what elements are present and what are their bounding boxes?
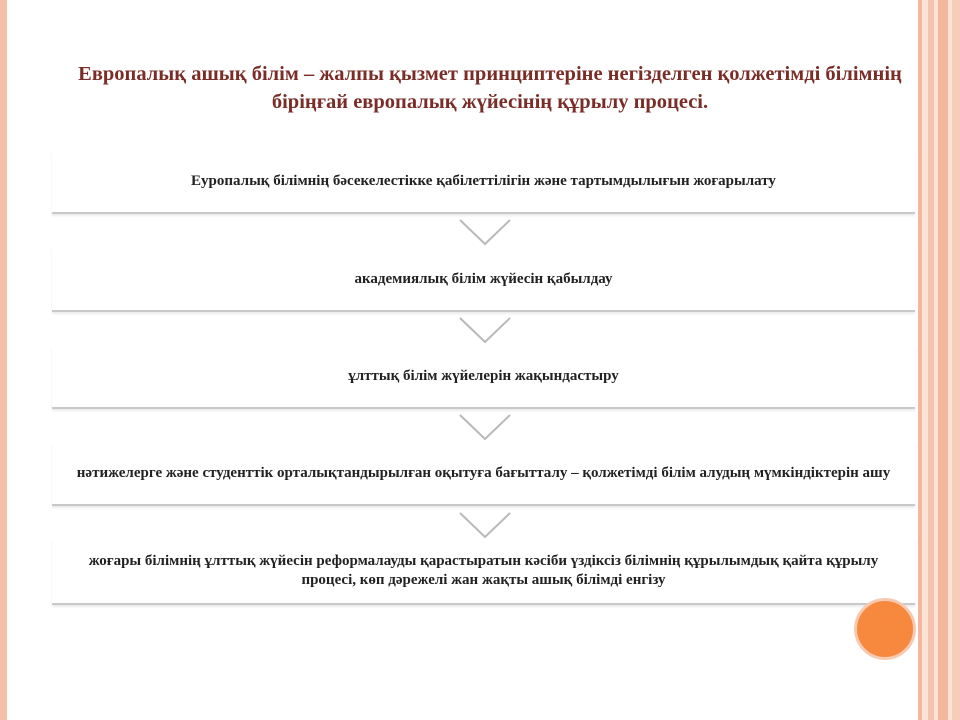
process-step-4 <box>52 442 915 506</box>
process-step-1 <box>52 150 915 214</box>
process-step-text: нәтижелерге және студенттік орталықтандырылған оқытуға бағытталу – қолжетімді білім алудың мүмкіндіктерін ашу <box>76 464 891 481</box>
process-step-3 <box>52 345 915 409</box>
chevron-down-icon <box>458 509 512 539</box>
decoration-stripe <box>938 0 948 720</box>
decorative-circle <box>854 598 916 660</box>
chevron-down-icon <box>458 411 512 441</box>
process-step-text: жоғары білімнің ұлттық жүйесін реформалауды қарастыратын кәсіби үздіксіз білімнің құрылымдық қайта құрылу процесі, көп дәрежелі жан жақты ашық білімді енгізу <box>88 553 879 588</box>
decoration-stripe <box>928 0 934 720</box>
decoration-stripe <box>952 0 960 720</box>
slide-right-decoration <box>918 0 960 720</box>
process-step-2 <box>52 248 915 312</box>
process-step-5 <box>52 539 915 605</box>
process-step-text: академиялық білім жүйесін қабылдау <box>354 270 613 287</box>
process-step-text: Еуропалық білімнің бәсекелестікке қабілеттілігін және тартымдылығын жоғарылату <box>191 172 776 189</box>
chevron-down-icon <box>458 216 512 246</box>
process-step-text: ұлттық білім жүйелерін жақындастыру <box>348 367 619 384</box>
slide-left-border <box>0 0 7 720</box>
chevron-down-icon <box>458 314 512 344</box>
slide-title: Европалық ашық білім – жалпы қызмет принциптеріне негізделген қолжетімді білімнің біріңғай европалық жүйесінің құрылу процесі. <box>78 63 902 113</box>
